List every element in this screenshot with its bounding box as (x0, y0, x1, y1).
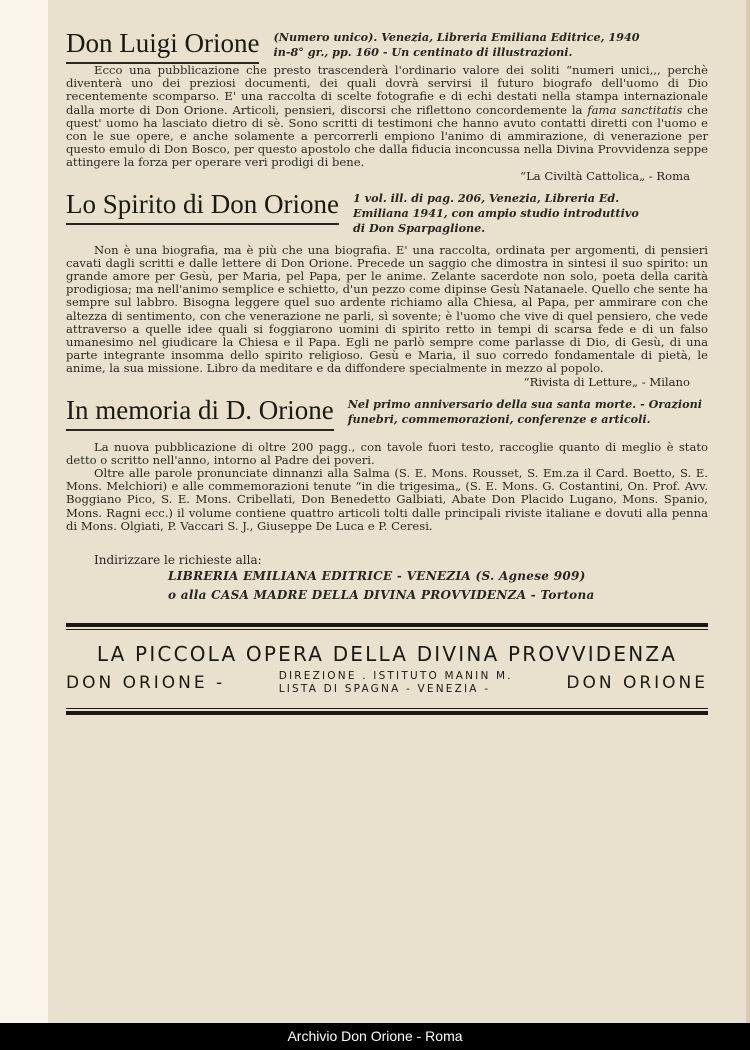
page-content (66, 26, 708, 715)
banner-rule-bottom (66, 708, 708, 715)
banner-title: LA PICCOLA OPERA DELLA DIVINA PROVVIDENZA (96, 642, 678, 667)
attribution-2: “Rivista di Letture„ - Milano (523, 374, 690, 389)
section-body-3a: La nuova pubblicazione di oltre 200 pagg., con tavole fuori testo, raccoglie quanto di meglio è stato detto o scritto nell'anno, intorno al Padre dei poveri. (66, 439, 708, 467)
banner-right: DON ORIONE (566, 673, 708, 694)
section-title-3: In memoria di D. Orione (66, 394, 334, 425)
address-line-1: LIBRERIA EMILIANA EDITRICE - VENEZIA (S. Agnese 909) (168, 569, 586, 584)
banner-address: DIREZIONE . ISTITUTO MANIN M. LISTA DI SPAGNA - VENEZIA - (278, 670, 513, 696)
section-body-2: Non è una biografia, ma è più che una biografia. E' una raccolta, ordinata per argomenti, di pensieri cavati dagli scritti e dalle lettere di Don Orione. Precede un saggio che dimostra in sintesi il suo spirito: un grande amore per Gesù, per Maria, pel Papa, per le anime. Zelante sacerdote non solo, poeta della carità prodigiosa; ma nell'animo semplice e schietto, d'un pezzo come dipinse Gesù Natanaele. Quello che sente ha sempre sul labbro. Bisogna leggere quel suo ardente richiamo alla Chiesa, al Papa, per ammirare con che altezza di sentimento, con che venerazione ne parli, sì sovente; è l'uomo che vive di quel pensiero, che vede attraverso a quelle idee quali si foggiarono uomini di spirito retto in tempi di scarsa fede e di un falso umanesimo nel giudicare la Chiesa e il Papa. Egli ne parlò sempre come parlasse di Dio, di Gesù, di una parte integrante insomma dello spirito religioso. Gesù e Maria, il suo corredo fondamentale di pietà, le anime, la sua missione. Libro da meditare e da diffondere specialmente in mezzo al popolo. (66, 242, 708, 376)
section-body-3b: Oltre alle parole pronunciate dinnanzi alla Salma (S. E. Mons. Rousset, S. Em.za il Card. Boetto, S. E. Mons. Melchiori) e alle commemorazioni tenute “in die trigesima„ (S. E. Mons. G. Costantini, On. Prof. Avv. Boggiano Pico, S. E. Mons. Cribellati, Don Benedetto Galbiati, Abate Don Placido Lugano, Mons. Spanio, Mons. Ragni ecc.) il volume contiene quattro articoli tolti dalle principali riviste italiane e dovuti alla penna di Mons. Olgiati, P. Vaccari S. J., Giuseppe De Luca e P. Ceresi. (66, 466, 708, 533)
banner-left: DON ORIONE - (66, 673, 226, 694)
publisher-banner (66, 623, 708, 715)
title-rule (66, 429, 334, 431)
section-header-1 (66, 26, 708, 64)
section-subtitle-1: (Numero unico). Venezia, Libreria Emiliana Editrice, 1940 in-8° gr., pp. 160 - Un centinato di illustrazioni. (273, 30, 640, 59)
emphasis-text: fama sanctitatis (587, 102, 683, 117)
section-header-3 (66, 393, 708, 431)
section-body-1: Ecco una pubblicazione che presto trascenderà l'ordinario valore dei soliti “numeri unici,,, perchè diventerà uno dei preziosi documenti, dei quali dovrà servirsi il futuro biografo dell'uomo di Dio recentemente scomparso. E' una raccolta di scelte fotografie e di echi destati nella stampa internazionale dalla morte di Don Orione. Articoli, pensieri, discorsi che riflettono concordemente la fama sanctitatis che quest' uomo ha lasciato dietro di sè. Sono scritti di testimoni che hanno avuto contatti diretti con l'uomo e con le sue opere, e anche solamente a percorrerli empiono l'animo di ammirazione, di venerazione per questo emulo di Don Bosco, per questo apostolo che dalla fiducia inconcussa nella Divina Provvidenza seppe attingere la forza per operare veri prodigi di bene. (66, 63, 709, 170)
section-title-2: Lo Spirito di Don Orione (66, 188, 339, 219)
page-edge (746, 0, 750, 1023)
banner-row (66, 670, 708, 696)
section-header-2 (66, 187, 708, 236)
address-line-2: o alla CASA MADRE DELLA DIVINA PROVVIDENZA - Tortona (168, 588, 595, 603)
scanned-page (48, 0, 750, 1023)
banner-rule-top (66, 623, 708, 630)
section-subtitle-2: 1 vol. ill. di pag. 206, Venezia, Libreria Ed. Emiliana 1941, con ampio studio introduttivo di Don Sparpaglione. (352, 190, 639, 235)
archive-footer: Archivio Don Orione - Roma (0, 1023, 750, 1050)
address-lead: Indirizzare le richieste alla: (94, 553, 262, 568)
section-subtitle-3: Nel primo anniversario della sua santa morte. - Orazioni funebri, commemorazioni, conferenze e articoli. (347, 396, 702, 426)
title-rule (66, 223, 339, 225)
section-title-1: Don Luigi Orione (66, 28, 260, 58)
attribution-1: “La Civiltà Cattolica„ - Roma (520, 168, 690, 183)
